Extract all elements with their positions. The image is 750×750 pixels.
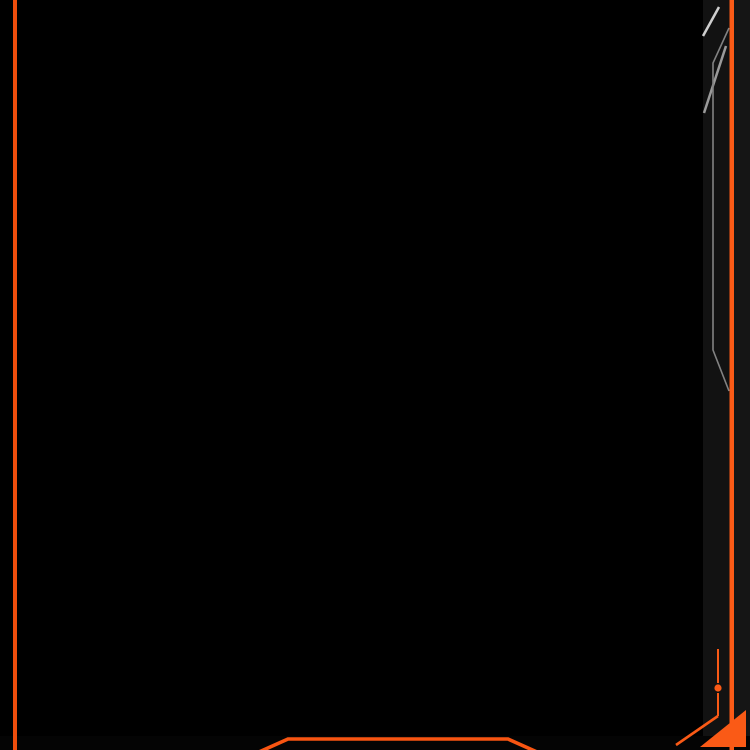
brand-logo-vertical (710, 70, 738, 360)
left-accent-stripe (13, 0, 17, 750)
brand-slogan-vertical (736, 330, 750, 750)
bottom-bar (0, 736, 750, 750)
